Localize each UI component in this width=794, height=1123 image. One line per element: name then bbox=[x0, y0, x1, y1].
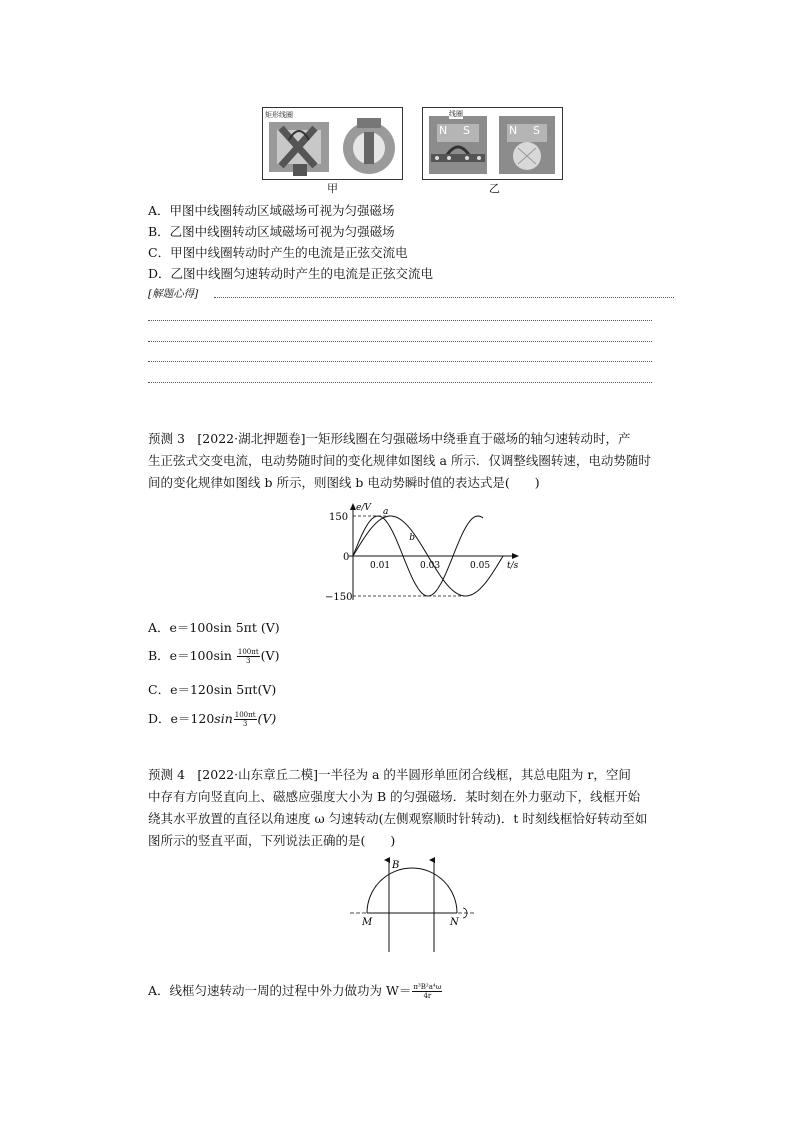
q4-line-2: 中存有方向竖直向上、磁感应强度大小为 B 的匀强磁场．某时刻在外力驱动下，线框开始 bbox=[148, 789, 641, 804]
pole-s-right: S bbox=[533, 124, 540, 137]
y-tick-neg150: −150 bbox=[325, 592, 353, 603]
prev-option-d: D．乙图中线圈匀速转动时产生的电流是正弦交流电 bbox=[148, 266, 434, 281]
y-axis-label: e/V bbox=[356, 503, 371, 513]
q3-option-b-fraction bbox=[237, 648, 260, 665]
q3-option-b bbox=[148, 648, 279, 665]
q3-option-d-prefix: D．e＝120 bbox=[148, 711, 215, 726]
q3-option-d-suffix: (V) bbox=[257, 711, 277, 726]
q4-line-1: 预测 4 [2022·山东章丘二模]一半径为 a 的半圆形单匝闭合线框，其总电阻为 r，空间 bbox=[148, 767, 631, 782]
fraction-numerator: π³B²a⁴ω bbox=[413, 983, 442, 991]
q4-option-a-prefix: A．线框匀速转动一周的过程中外力做功为 W＝ bbox=[148, 983, 412, 998]
y-tick-150: 150 bbox=[329, 512, 349, 523]
label-tag-rect-coil: 矩形线圈 bbox=[265, 111, 293, 119]
q4-line-4: 图所示的竖直平面，下列说法正确的是( ) bbox=[148, 833, 396, 848]
pole-n-left: N bbox=[439, 124, 448, 137]
pole-n-right: N bbox=[509, 124, 518, 137]
q3-option-c: C．e＝120sin 5πt(V) bbox=[148, 682, 277, 697]
semicircle-arc bbox=[367, 868, 457, 913]
notes-line-1 bbox=[214, 297, 674, 298]
q3-option-d-sin: sin bbox=[214, 711, 233, 726]
q4-option-a bbox=[148, 983, 443, 1000]
x-axis-label: t/s bbox=[507, 561, 519, 571]
caption-yi: 乙 bbox=[489, 182, 500, 195]
prev-option-c: C．甲图中线圈转动时产生的电流是正弦交流电 bbox=[148, 245, 408, 260]
emf-chart bbox=[318, 500, 519, 610]
q3-option-d-fraction bbox=[234, 711, 257, 728]
series-a-label: a bbox=[383, 507, 389, 517]
semicircle-loop-figure bbox=[345, 852, 485, 957]
pole-s-left: S bbox=[463, 124, 470, 137]
notes-line-3 bbox=[148, 341, 652, 342]
q3-line-1: 预测 3 [2022·湖北押题卷]一矩形线圈在匀强磁场中绕垂直于磁场的轴匀速转动时，产 bbox=[148, 431, 631, 446]
notes-line-5 bbox=[148, 382, 652, 383]
q3-option-b-suffix: (V) bbox=[260, 648, 280, 663]
caption-jia: 甲 bbox=[327, 182, 338, 195]
fraction-denominator: 4r bbox=[423, 992, 432, 1000]
label-tag-coil: 线圈 bbox=[449, 110, 463, 118]
x-tick-0.01: 0.01 bbox=[370, 561, 391, 571]
label-n: N bbox=[450, 917, 459, 928]
generator-drawing-yi bbox=[423, 108, 562, 179]
x-tick-0.05: 0.05 bbox=[470, 561, 491, 571]
fraction-numerator: 100πt bbox=[237, 648, 259, 656]
figure-yi bbox=[422, 107, 563, 180]
prev-option-a: A．甲图中线圈转动区域磁场可视为匀强磁场 bbox=[148, 203, 395, 218]
q4-line-3: 绕其水平放置的直径以角速度 ω 匀速转动(左侧观察顺时针转动)．t 时刻线框恰好转动至如 bbox=[148, 811, 648, 826]
x-tick-0.03: 0.03 bbox=[420, 561, 441, 571]
q3-option-b-prefix: B．e＝100sin bbox=[148, 648, 236, 663]
label-b: B bbox=[392, 860, 400, 871]
q3-option-a: A．e＝100sin 5πt (V) bbox=[148, 620, 280, 635]
figure-jia bbox=[262, 107, 403, 180]
origin-label: 0 bbox=[343, 552, 350, 563]
fraction-denominator: 3 bbox=[246, 657, 251, 665]
q4-option-a-fraction bbox=[412, 983, 442, 1000]
notes-line-4 bbox=[148, 361, 652, 362]
notes-label: [解题心得] bbox=[148, 288, 199, 300]
label-m: M bbox=[362, 917, 373, 928]
fraction-denominator: 3 bbox=[242, 720, 248, 728]
q3-option-d bbox=[148, 711, 276, 728]
q3-line-2: 生正弦式交变电流，电动势随时间的变化规律如图线 a 所示．仅调整线圈转速，电动势随时 bbox=[148, 453, 651, 468]
prev-option-b: B．乙图中线圈转动区域磁场可视为匀强磁场 bbox=[148, 224, 395, 239]
fraction-numerator: 100πt bbox=[234, 711, 256, 719]
series-b-label: b bbox=[409, 533, 416, 543]
x-axis-arrow bbox=[512, 553, 519, 559]
q3-line-3: 间的变化规律如图线 b 所示，则图线 b 电动势瞬时值的表达式是( ) bbox=[148, 475, 540, 490]
notes-line-2 bbox=[148, 320, 652, 321]
